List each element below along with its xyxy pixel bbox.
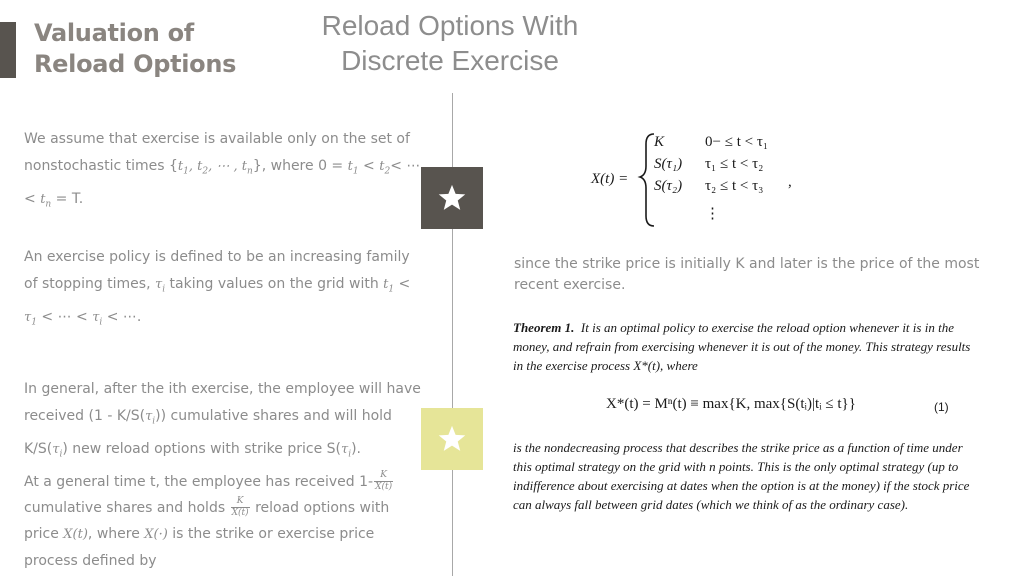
slide-title-line-2: Discrete Exercise (341, 45, 559, 76)
p2-text-a: An exercise policy is defined to be an increasing family of stopping times, (24, 249, 410, 293)
p4-text-a: At a general time t, the employee has received 1- (24, 473, 374, 490)
theorem-text: It is an optimal policy to exercise the reload option whenever it is in the money, and refrain from exercising whenever it is out of the money. This strategy results in the exercise process X*(t), where (513, 320, 971, 373)
formula-row-1-condition: 0− ≤ t < τ₁ (705, 134, 769, 150)
formula-brace (640, 134, 654, 226)
theorem-label: Theorem 1. (513, 320, 575, 335)
slide-title (290, 8, 610, 78)
p3-text-b: )) cumulative shares and will hold K/S( (24, 408, 392, 457)
theorem-continuation: is the nondecreasing process that describes the strike price as a function of time under this optimal strategy on the grid with n points. This is the only optimal strategy (up to indifference about exercising at dates when the option is at the money) if the stock price can always fall between grid dates (which we think of as the ordinary case). (513, 440, 970, 512)
p4-text-e: is the strike or exercise price process defined by (24, 525, 375, 569)
equation-number: (1) (934, 400, 949, 414)
p4-text-c: reload options with price (24, 499, 390, 542)
paragraph-after-exercise: In general, after the ith exercise, the employee will have received $(1 - K/S(\tau_i))$ cumulative shares and will hold $K/S(\tau_i)$ new reload options with strike price $S(\tau_i)$. (24, 381, 421, 460)
column-divider (452, 93, 453, 576)
paragraph-general-time (24, 469, 424, 574)
formula-lhs: X(t) = (591, 171, 629, 187)
p2-text-b: taking values on the grid with (165, 276, 384, 293)
section-title-line-2: Reload Options (34, 50, 237, 78)
formula-ellipsis: ⋮ (705, 206, 720, 222)
p3-text-c: ) new reload options with strike price S( (62, 440, 341, 457)
left-text-column (24, 126, 424, 574)
p1-text-b: }, where 0 = (252, 158, 348, 174)
section-title (34, 18, 236, 80)
formula-row-3-value: S(τ₂) (654, 178, 683, 194)
section-title-line-1: Valuation of (34, 19, 194, 47)
p4-text-d: , where (87, 525, 145, 542)
p3-text-d: ). (351, 440, 361, 457)
theorem-block (513, 318, 973, 375)
fraction-k-over-x-2: $\frac{K}{X(t)}$ (231, 496, 249, 519)
section-accent-bar (0, 22, 16, 78)
star-badge-light (421, 408, 483, 470)
symbol-x-dot: X(·) (144, 526, 168, 542)
formula-row-2-condition: τ₁ ≤ t < τ₂ (705, 156, 764, 172)
formula-row-3-condition: τ₂ ≤ t < τ₃ (705, 178, 764, 194)
paragraph-exercise-policy: An exercise policy is defined to be an increasing family of stopping times, $\tau_i$ taking values on the grid with $t_1 < \tau_1$ < ⋯ < $\tau_i$ < ⋯. (24, 249, 411, 328)
star-icon (437, 183, 467, 213)
formula-comma: , (788, 174, 792, 190)
equation-optimal-strike: X*(t) = Mⁿ(t) ≡ max{K, max{S(tᵢ)|tᵢ ≤ t}} (606, 396, 856, 412)
fraction-k-over-x: $\frac{K}{X(t)}$ (375, 470, 393, 493)
formula-row-1-value: K (654, 134, 665, 150)
formula-row-2-value: S(τ₁) (654, 156, 683, 172)
strike-price-piecewise-formula (588, 128, 808, 228)
star-icon (437, 424, 467, 454)
p4-text-b: cumulative shares and holds (24, 499, 230, 516)
p1-text-a: We assume that exercise is available only on the set of nonstochastic times { (24, 131, 410, 174)
symbol-x-of-t: X(t) (63, 526, 88, 542)
p1-text-c: = T. (51, 190, 84, 207)
slide-title-line-1: Reload Options With (321, 10, 579, 41)
star-badge-dark (421, 167, 483, 229)
formula-caption: since the strike price is initially K and later is the price of the most recent exercise. (514, 256, 980, 293)
p3-text-a: In general, after the ith exercise, the employee will have received (1 - K/S( (24, 381, 421, 425)
paragraph-exercise-times: We assume that exercise is available only on the set of nonstochastic times {$t_1$, $t_2$, ⋯ , $t_n$}, where $0 = t_1 < t_2<$ ⋯ < $t_n = T$. (24, 131, 421, 210)
